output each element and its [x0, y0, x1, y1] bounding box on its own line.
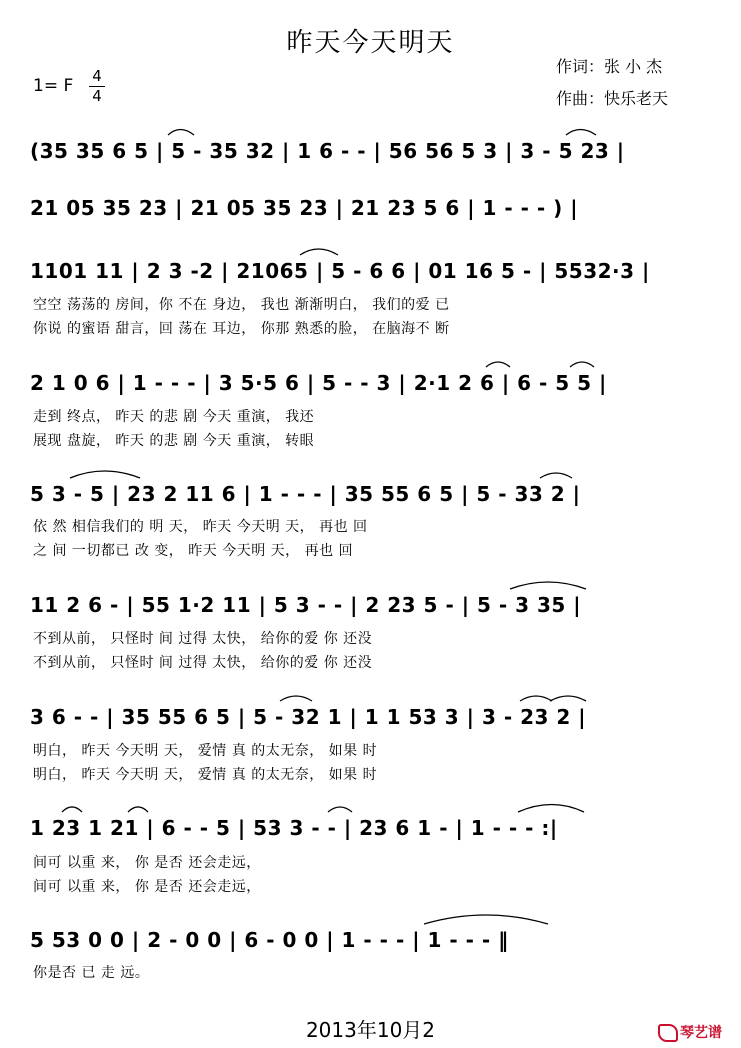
time-signature-numerator: 4: [92, 67, 102, 85]
slur-arc: [280, 696, 312, 701]
watermark-text: 琴艺谱: [680, 1025, 722, 1041]
lyric-line: 不到从前， 只怪时 间 过得 太快， 给你的爱 你 还没: [33, 655, 373, 671]
composer-credit: 作曲：快乐老天: [556, 89, 669, 108]
music-line: 5 3 - 5 | 23 2 11 6 | 1 - - - | 35 55 6 5 | 5 - 33 2 |: [30, 482, 581, 506]
lyric-line: 空空 荡荡的 房间，你 不在 身边， 我也 渐渐明白， 我们的爱 已: [33, 297, 450, 313]
slur-arc: [510, 582, 586, 589]
lyric-line: 依 然 相信我们的 明 天， 昨天 今天明 天， 再也 回: [33, 519, 368, 535]
music-line: 1101 11 | 2 3 -2 | 21065 | 5 - 6 6 | 01 16 5 - | 5532·3 |: [30, 259, 650, 283]
slur-arc: [486, 362, 510, 367]
slur-arc: [540, 473, 572, 478]
lyric-line: 不到从前， 只怪时 间 过得 太快， 给你的爱 你 还没: [33, 631, 373, 647]
lyric-line: 间可 以重 来， 你 是否 还会走远，: [33, 855, 261, 871]
lyric-line: 展现 盘旋， 昨天 的悲 剧 今天 重演， 转眼: [33, 433, 315, 449]
slur-arc: [300, 249, 338, 255]
music-line: 11 2 6 - | 55 1·2 11 | 5 3 - - | 2 23 5 - | 5 - 3 35 |: [30, 593, 582, 617]
slur-arc: [520, 696, 552, 701]
slur-arc: [518, 805, 584, 813]
slur-arc: [168, 130, 194, 136]
lyricist-credit: 作词：张 小 杰: [556, 57, 663, 76]
time-signature: [89, 68, 105, 105]
slur-arc: [424, 915, 548, 924]
slur-arc: [566, 130, 596, 136]
music-line: 2 1 0 6 | 1 - - - | 3 5·5 6 | 5 - - 3 | 2·1 2 6 | 6 - 5 5 |: [30, 371, 607, 395]
watermark-icon: [658, 1024, 678, 1042]
lyric-line: 走到 终点， 昨天 的悲 剧 今天 重演， 我还: [33, 409, 315, 425]
music-line: 5 53 0 0 | 2 - 0 0 | 6 - 0 0 | 1 - - - | 1 - - - ‖: [30, 928, 509, 952]
music-line: 21 05 35 23 | 21 05 35 23 | 21 23 5 6 | 1 - - - ) |: [30, 196, 579, 220]
lyric-line: 明白， 昨天 今天明 天， 爱情 真 的太无奈， 如果 时: [33, 767, 378, 783]
music-line: 1 23 1 21 | 6 - - 5 | 53 3 - - | 23 6 1 - | 1 - - - :|: [30, 816, 558, 840]
lyric-line: 间可 以重 来， 你 是否 还会走远，: [33, 879, 261, 895]
music-line: (35 35 6 5 | 5 - 35 32 | 1 6 - - | 56 56 5 3 | 3 - 5 23 |: [30, 139, 625, 163]
lyric-line: 明白， 昨天 今天明 天， 爱情 真 的太无奈， 如果 时: [33, 743, 378, 759]
key-signature: 1= F: [33, 76, 74, 96]
slur-arc: [62, 807, 82, 812]
slur-arc: [550, 696, 586, 701]
slur-arc: [70, 471, 140, 478]
slur-arc: [570, 362, 594, 367]
date-stamp: 2013年10月2: [305, 1018, 436, 1042]
slur-arc: [128, 807, 148, 812]
time-signature-denominator: 4: [92, 87, 102, 105]
slur-arc: [328, 807, 352, 812]
lyric-line: 之 间 一切都已 改 变， 昨天 今天明 天， 再也 回: [33, 543, 354, 559]
lyric-line: 你是否 已 走 远。: [33, 965, 150, 981]
song-title: 昨天今天明天: [286, 28, 455, 58]
watermark-logo: [658, 1022, 722, 1042]
lyric-line: 你说 的蜜语 甜言，回 荡在 耳边， 你那 熟悉的脸， 在脑海不 断: [33, 321, 450, 337]
music-line: 3 6 - - | 35 55 6 5 | 5 - 32 1 | 1 1 53 3 | 3 - 23 2 |: [30, 705, 587, 729]
